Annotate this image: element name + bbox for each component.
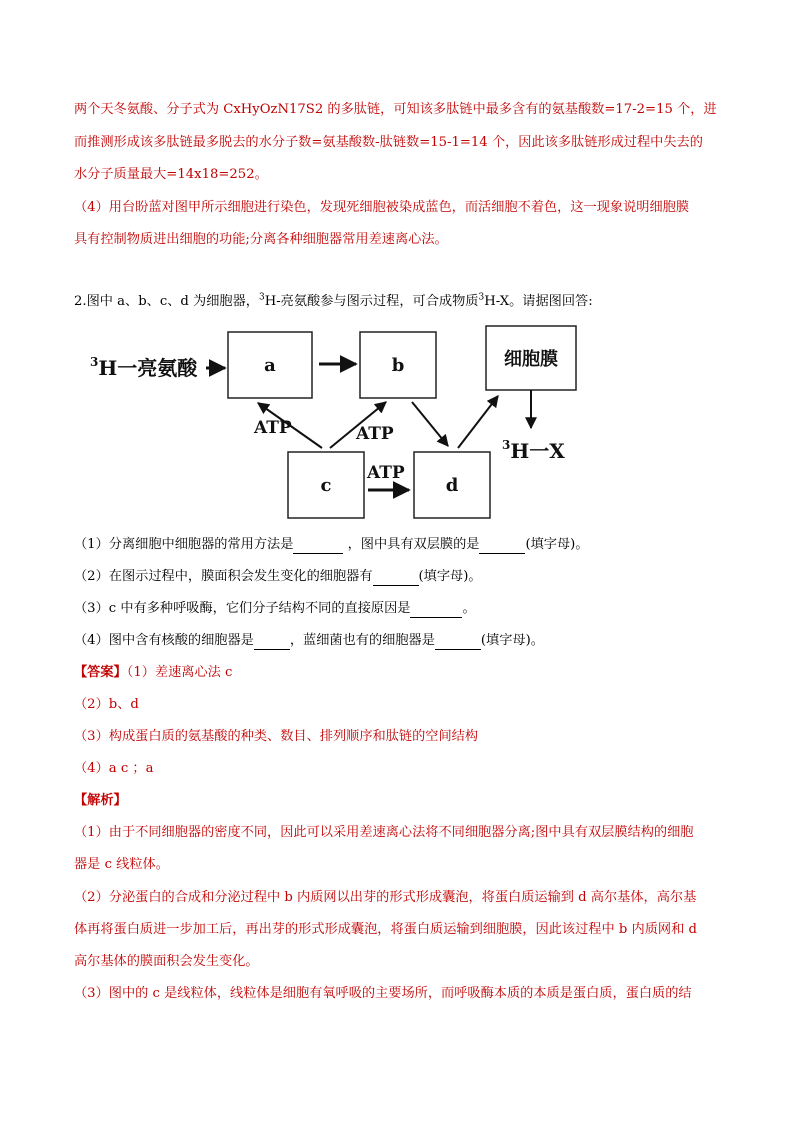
q1-text: (填字母)。 (525, 537, 589, 552)
cell-membrane-label: 细胞膜 (504, 349, 558, 370)
stem-text: 2.图中 a、b、c、d 为细胞器， (74, 294, 259, 309)
answer-blank[interactable] (373, 571, 419, 586)
organelle-diagram (80, 318, 620, 528)
isotope-superscript: 3 (478, 292, 485, 303)
q1-text: （1）分离细胞中细胞器的常用方法是 (74, 537, 294, 552)
q4-text: (填字母)。 (480, 633, 544, 648)
organelle-d-label: d (445, 475, 459, 496)
arrow-d-to-membrane (458, 396, 498, 448)
answer-blank[interactable] (293, 539, 343, 554)
stem-text: H-亮氨酸参与图示过程，可合成物质 (264, 294, 479, 309)
prev-answer-line: （4）用台盼蓝对图甲所示细胞进行染色，发现死细胞被染成蓝色，而活细胞不着色，这一现象说明细胞膜 (74, 200, 690, 215)
prev-answer-line: 两个天冬氨酸、分子式为 CxHyOzN17S2 的多肽链，可知该多肽链中最多含有的氨基酸数=17-2=15 个，进 (74, 102, 717, 117)
arrow-b-to-d (412, 402, 448, 446)
answer-blank[interactable] (410, 603, 462, 618)
organelle-c-label: c (320, 475, 332, 496)
q2-text: （2）在图示过程中，膜面积会发生变化的细胞器有 (74, 569, 373, 584)
input-superscript: 3 (90, 355, 99, 369)
analysis-line: 体再将蛋白质进一步加工后，再出芽的形式形成囊泡，将蛋白质运输到细胞膜，因此该过程中 b 内质网和 d (74, 922, 697, 937)
answer-line-3: （3）构成蛋白质的氨基酸的种类、数目、排列顺序和肽链的空间结构 (74, 729, 479, 744)
analysis-line: （3）图中的 c 是线粒体，线粒体是细胞有氧呼吸的主要场所，而呼吸酶本质的本质是蛋白质，蛋白质的结 (74, 986, 692, 1001)
atp-label-c-to-a: ATP (254, 418, 292, 438)
organelle-b-label: b (391, 355, 405, 376)
input-label (90, 355, 198, 380)
q3-text: 。 (462, 601, 476, 616)
q4-text: ，蓝细菌也有的细胞器是 (289, 633, 435, 648)
answer-blank[interactable] (254, 635, 290, 650)
answer-blank[interactable] (479, 539, 525, 554)
output-superscript: 3 (502, 438, 511, 452)
answer-heading: 【答案】 (74, 665, 127, 680)
answer-line-1 (74, 664, 724, 682)
analysis-heading: 【解析】 (74, 793, 127, 808)
analysis-line: 器是 c 线粒体。 (74, 857, 169, 872)
answer-line-2: （2）b、d (74, 697, 139, 712)
q2-text: (填字母)。 (418, 569, 482, 584)
q1-text: ，图中具有双层膜的是 (343, 537, 480, 552)
prev-answer-line: 具有控制物质进出细胞的功能;分离各种细胞器常用差速离心法。 (74, 232, 448, 247)
answer-blank[interactable] (435, 635, 481, 650)
sub-question-3 (74, 600, 724, 618)
stem-text: H-X。请据图回答: (484, 294, 593, 309)
prev-answer-line: 而推测形成该多肽链最多脱去的水分子数=氨基酸数-肽链数=15-1=14 个，因此该多肽链形成过程中失去的 (74, 135, 703, 150)
question-stem (74, 293, 724, 311)
q3-text: （3）c 中有多种呼吸酶，它们分子结构不同的直接原因是 (74, 601, 411, 616)
analysis-line: 高尔基体的膜面积会发生变化。 (74, 954, 259, 969)
answer-text: （1）差速离心法 c (126, 665, 233, 680)
atp-label-c-to-d: ATP (367, 463, 405, 483)
sub-question-1 (74, 536, 724, 554)
q4-text: （4）图中含有核酸的细胞器是 (74, 633, 254, 648)
organelle-a-label: a (264, 355, 276, 376)
answer-line-4: （4）a c ；a (74, 761, 154, 776)
analysis-line: （2）分泌蛋白的合成和分泌过程中 b 内质网以出芽的形式形成囊泡，将蛋白质运输到 d 高尔基体，高尔基 (74, 890, 697, 905)
analysis-line: （1）由于不同细胞器的密度不同，因此可以采用差速离心法将不同细胞器分离;图中具有双层膜结构的细胞 (74, 825, 694, 840)
output-label (502, 438, 565, 463)
sub-question-2 (74, 568, 724, 586)
atp-label-c-to-b: ATP (356, 424, 394, 444)
input-text: H一亮氨酸 (98, 356, 198, 380)
output-text: H一X (510, 439, 565, 463)
sub-question-4 (74, 632, 724, 650)
prev-answer-line: 水分子质量最大=14x18=252。 (74, 167, 268, 182)
isotope-superscript: 3 (258, 292, 265, 303)
